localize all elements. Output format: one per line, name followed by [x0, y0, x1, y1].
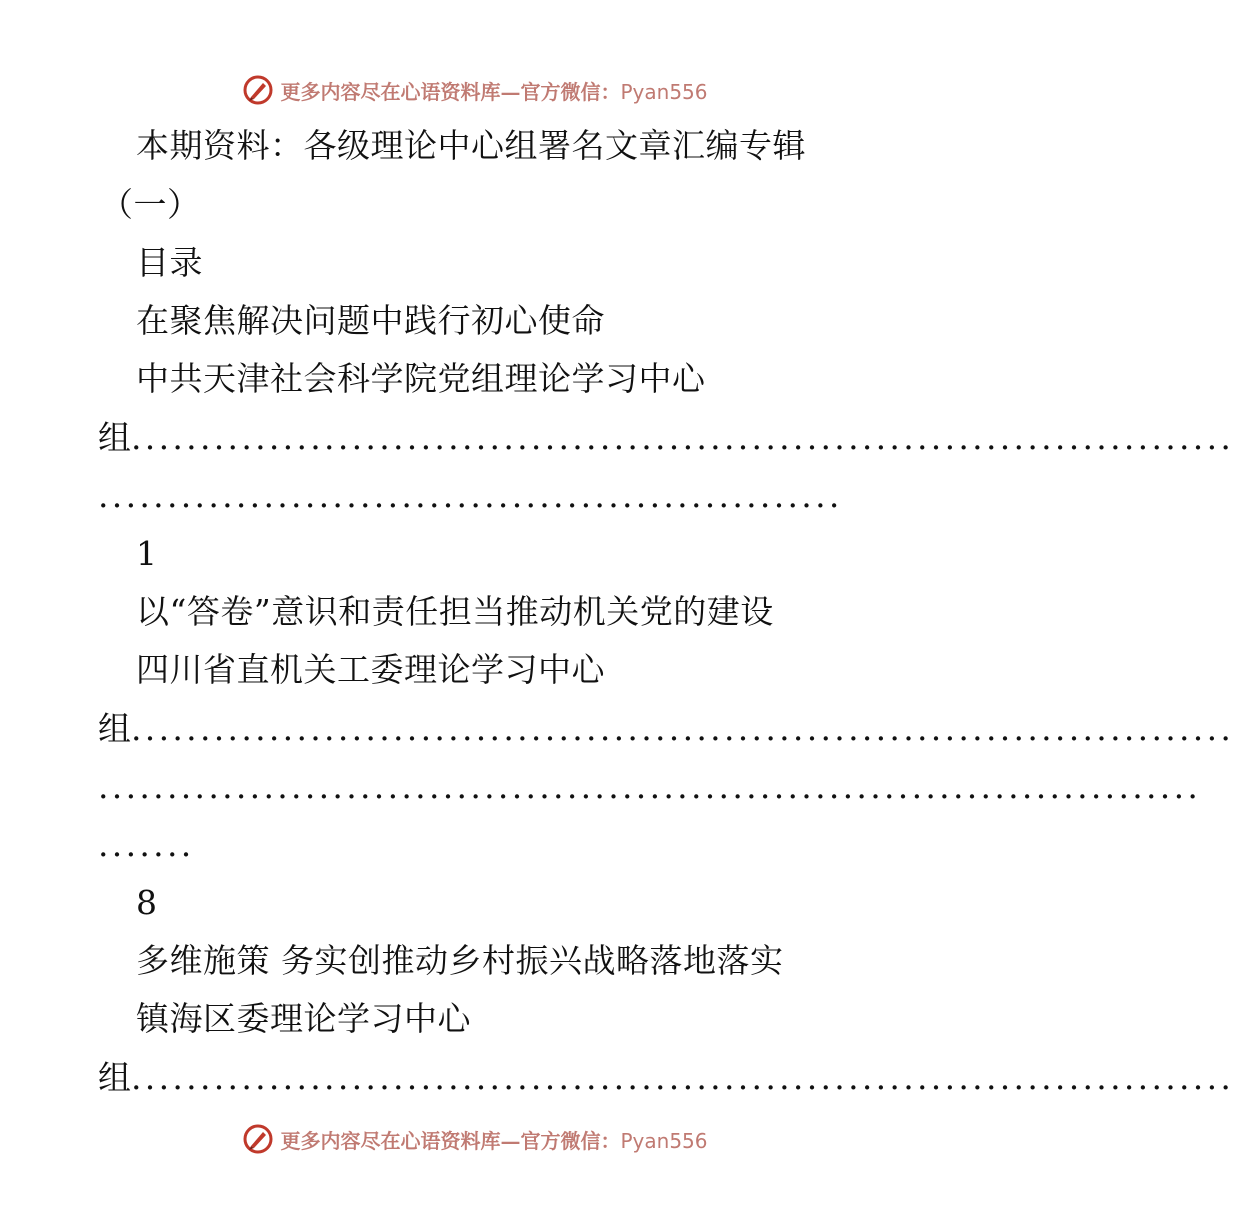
- watermark-text: 更多内容尽在心语资料库—官方微信：Pyan556: [280, 79, 708, 104]
- toc-leader-dots: ................................................................................: [131, 418, 1234, 457]
- document-heading-cont: （一）: [100, 185, 201, 224]
- toc-leader-dots: ................................................................................: [131, 1058, 1234, 1097]
- document-heading: 本期资料：各级理论中心组署名文章汇编专辑: [136, 126, 806, 165]
- toc-page-number: 1: [136, 534, 158, 573]
- toc-entry-author: 中共天津社会科学院党组理论学习中心: [136, 359, 706, 398]
- toc-entry-author: 镇海区委理论学习中心: [136, 999, 471, 1038]
- toc-entry-author-tail: 组: [98, 1058, 132, 1097]
- toc-entry-author-tail: 组: [98, 418, 132, 457]
- toc-page-number: 8: [136, 883, 158, 922]
- toc-leader-dots: ......................................................: [98, 476, 843, 515]
- watermark-banner-bottom: [0, 1121, 950, 1157]
- toc-entry-author-tail: 组: [98, 709, 132, 748]
- pen-logo-icon: [242, 1123, 274, 1155]
- watermark-text: 更多内容尽在心语资料库—官方微信：Pyan556: [280, 1128, 708, 1153]
- toc-leader-dots: ................................................................................: [98, 767, 1202, 806]
- wechat-id: Pyan556: [620, 1128, 708, 1153]
- toc-entry-title: 以“答卷”意识和责任担当推动机关党的建设: [136, 592, 774, 631]
- wechat-id: Pyan556: [620, 79, 708, 104]
- toc-leader-dots: ................................................................................: [131, 709, 1234, 748]
- toc-leader-dots: .......: [98, 825, 195, 864]
- toc-entry-title: 在聚焦解决问题中践行初心使命: [136, 301, 605, 340]
- pen-logo-icon: [242, 74, 274, 106]
- toc-entry-author: 四川省直机关工委理论学习中心: [136, 650, 605, 689]
- toc-entry-title: 多维施策 务实创推动乡村振兴战略落地落实: [136, 941, 784, 980]
- toc-title: 目录: [136, 243, 203, 282]
- watermark-banner-top: [0, 72, 950, 108]
